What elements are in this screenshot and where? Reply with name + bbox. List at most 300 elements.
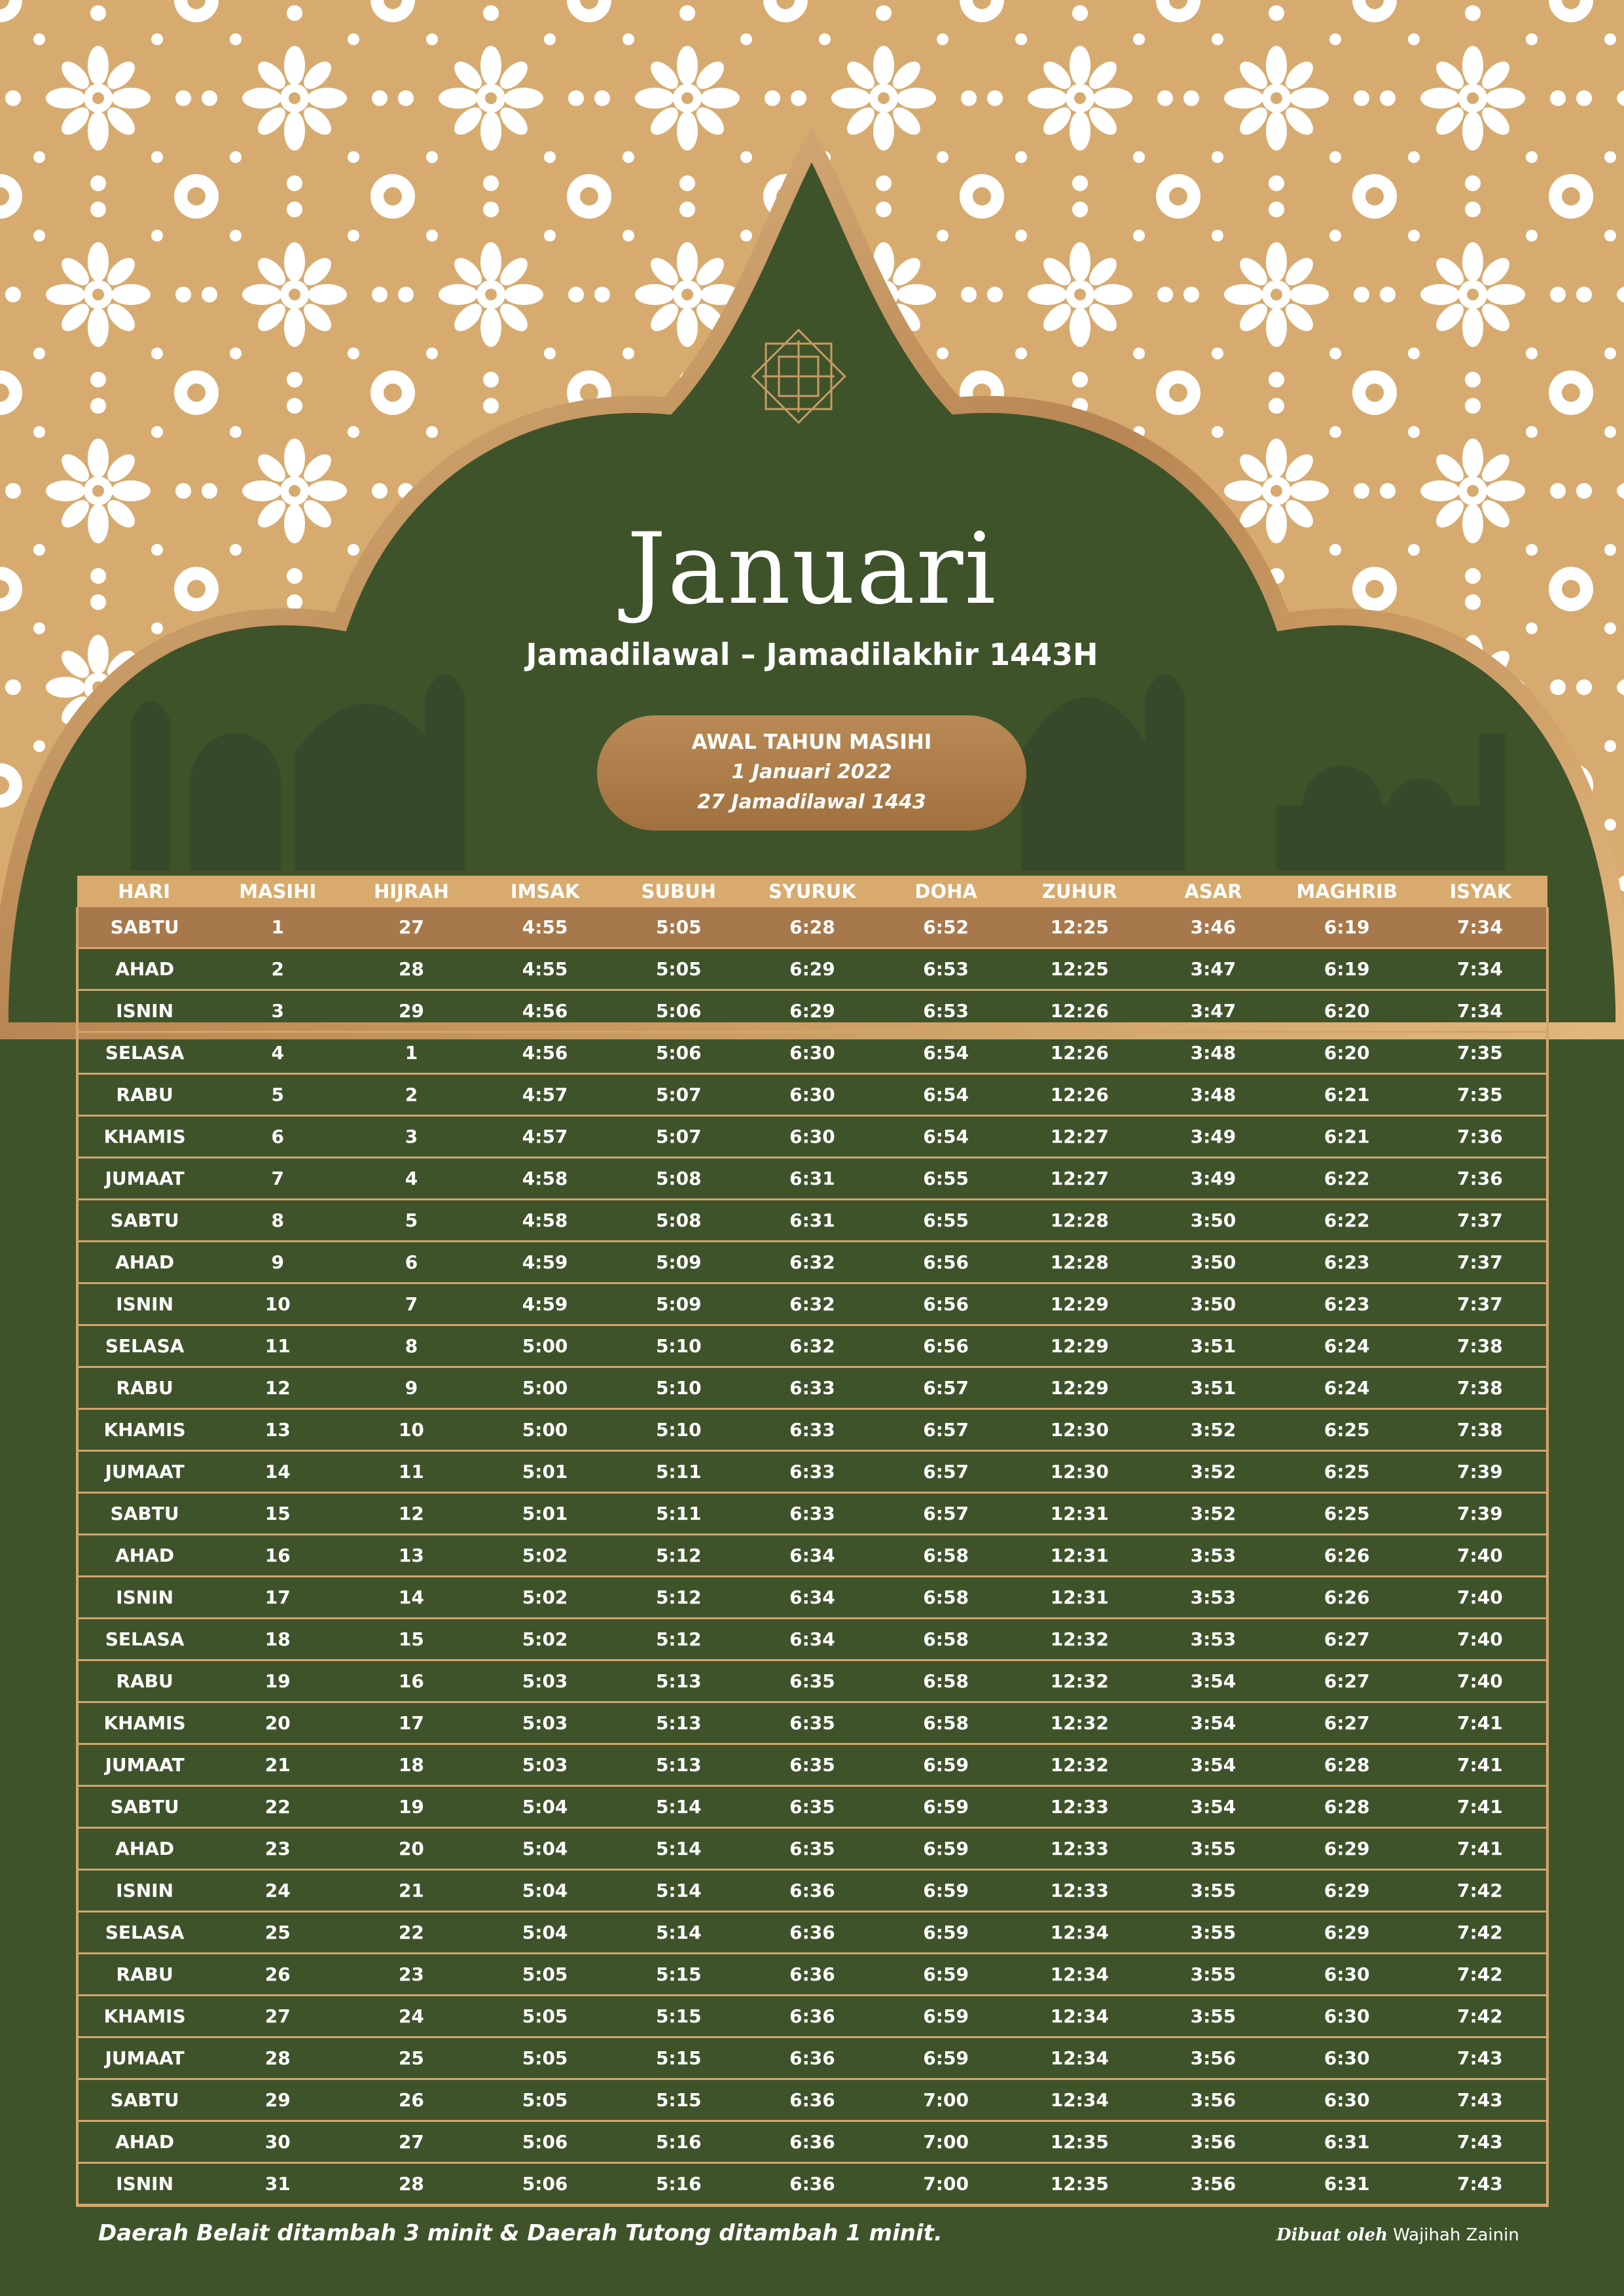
cell-imsak: 5:00 bbox=[478, 1367, 612, 1409]
cell-imsak: 5:04 bbox=[478, 1870, 612, 1912]
cell-subuh: 5:10 bbox=[612, 1409, 746, 1451]
table-row bbox=[77, 2121, 1547, 2163]
cell-hari: ISNIN bbox=[77, 1870, 211, 1912]
cell-isyak: 7:42 bbox=[1414, 1954, 1547, 1996]
cell-syuruk: 6:28 bbox=[746, 907, 879, 948]
cell-doha: 6:59 bbox=[879, 1912, 1013, 1954]
cell-asar: 3:52 bbox=[1146, 1451, 1280, 1493]
cell-imsak: 5:04 bbox=[478, 1912, 612, 1954]
cell-maghrib: 6:27 bbox=[1280, 1619, 1414, 1660]
cell-masihi: 6 bbox=[211, 1116, 344, 1158]
credit-prefix: Dibuat oleh bbox=[1276, 2225, 1388, 2245]
cell-masihi: 12 bbox=[211, 1367, 344, 1409]
cell-zuhur: 12:27 bbox=[1013, 1116, 1146, 1158]
cell-imsak: 5:06 bbox=[478, 2121, 612, 2163]
cell-hari: KHAMIS bbox=[77, 1702, 211, 1744]
cell-zuhur: 12:33 bbox=[1013, 1828, 1146, 1870]
cell-doha: 7:00 bbox=[879, 2079, 1013, 2121]
cell-hari: AHAD bbox=[77, 2121, 211, 2163]
cell-doha: 6:54 bbox=[879, 1032, 1013, 1074]
cell-asar: 3:52 bbox=[1146, 1493, 1280, 1535]
cell-syuruk: 6:29 bbox=[746, 948, 879, 990]
cell-doha: 6:59 bbox=[879, 1786, 1013, 1828]
table-row bbox=[77, 1367, 1547, 1409]
cell-zuhur: 12:27 bbox=[1013, 1158, 1146, 1200]
cell-asar: 3:48 bbox=[1146, 1032, 1280, 1074]
cell-syuruk: 6:30 bbox=[746, 1032, 879, 1074]
cell-hari: RABU bbox=[77, 1074, 211, 1116]
cell-imsak: 5:02 bbox=[478, 1619, 612, 1660]
cell-subuh: 5:07 bbox=[612, 1116, 746, 1158]
table-row bbox=[77, 1493, 1547, 1535]
cell-hari: RABU bbox=[77, 1367, 211, 1409]
table-row bbox=[77, 1032, 1547, 1074]
cell-subuh: 5:13 bbox=[612, 1744, 746, 1786]
cell-hijrah: 6 bbox=[344, 1242, 478, 1283]
cell-doha: 6:57 bbox=[879, 1451, 1013, 1493]
credit-name: Wajihah Zainin bbox=[1393, 2225, 1519, 2245]
cell-masihi: 13 bbox=[211, 1409, 344, 1451]
cell-hari: AHAD bbox=[77, 1535, 211, 1577]
cell-hijrah: 26 bbox=[344, 2079, 478, 2121]
table-row bbox=[77, 1744, 1547, 1786]
cell-doha: 6:58 bbox=[879, 1535, 1013, 1577]
cell-imsak: 5:03 bbox=[478, 1744, 612, 1786]
table-row bbox=[77, 1996, 1547, 2037]
cell-syuruk: 6:36 bbox=[746, 1870, 879, 1912]
cell-doha: 6:54 bbox=[879, 1116, 1013, 1158]
cell-zuhur: 12:34 bbox=[1013, 1954, 1146, 1996]
column-header-isyak: ISYAK bbox=[1414, 876, 1547, 907]
cell-zuhur: 12:34 bbox=[1013, 1912, 1146, 1954]
cell-subuh: 5:12 bbox=[612, 1619, 746, 1660]
hijri-month-range: Jamadilawal – Jamadilakhir 1443H bbox=[526, 637, 1098, 672]
cell-syuruk: 6:31 bbox=[746, 1200, 879, 1242]
cell-syuruk: 6:36 bbox=[746, 2079, 879, 2121]
cell-isyak: 7:42 bbox=[1414, 1912, 1547, 1954]
cell-maghrib: 6:30 bbox=[1280, 1954, 1414, 1996]
cell-maghrib: 6:26 bbox=[1280, 1577, 1414, 1619]
cell-asar: 3:47 bbox=[1146, 990, 1280, 1032]
cell-hari: KHAMIS bbox=[77, 1409, 211, 1451]
cell-isyak: 7:43 bbox=[1414, 2121, 1547, 2163]
cell-imsak: 4:56 bbox=[478, 1032, 612, 1074]
cell-maghrib: 6:23 bbox=[1280, 1283, 1414, 1325]
cell-masihi: 23 bbox=[211, 1828, 344, 1870]
cell-hijrah: 23 bbox=[344, 1954, 478, 1996]
cell-maghrib: 6:19 bbox=[1280, 948, 1414, 990]
cell-doha: 6:56 bbox=[879, 1242, 1013, 1283]
cell-hijrah: 3 bbox=[344, 1116, 478, 1158]
cell-maghrib: 6:25 bbox=[1280, 1451, 1414, 1493]
cell-isyak: 7:39 bbox=[1414, 1493, 1547, 1535]
cell-syuruk: 6:32 bbox=[746, 1283, 879, 1325]
cell-hari: SELASA bbox=[77, 1619, 211, 1660]
cell-syuruk: 6:36 bbox=[746, 1996, 879, 2037]
cell-imsak: 5:02 bbox=[478, 1535, 612, 1577]
cell-isyak: 7:38 bbox=[1414, 1409, 1547, 1451]
cell-zuhur: 12:30 bbox=[1013, 1409, 1146, 1451]
cell-isyak: 7:42 bbox=[1414, 1870, 1547, 1912]
table-row bbox=[77, 1074, 1547, 1116]
cell-hijrah: 10 bbox=[344, 1409, 478, 1451]
cell-zuhur: 12:34 bbox=[1013, 1996, 1146, 2037]
cell-syuruk: 6:35 bbox=[746, 1660, 879, 1702]
cell-asar: 3:56 bbox=[1146, 2037, 1280, 2079]
cell-zuhur: 12:35 bbox=[1013, 2121, 1146, 2163]
cell-syuruk: 6:33 bbox=[746, 1409, 879, 1451]
table-row bbox=[77, 1409, 1547, 1451]
cell-syuruk: 6:36 bbox=[746, 1954, 879, 1996]
cell-syuruk: 6:33 bbox=[746, 1493, 879, 1535]
cell-masihi: 19 bbox=[211, 1660, 344, 1702]
cell-maghrib: 6:28 bbox=[1280, 1744, 1414, 1786]
cell-masihi: 5 bbox=[211, 1074, 344, 1116]
cell-subuh: 5:14 bbox=[612, 1786, 746, 1828]
geometric-star-emblem-icon bbox=[752, 330, 844, 422]
cell-subuh: 5:08 bbox=[612, 1158, 746, 1200]
cell-imsak: 5:00 bbox=[478, 1325, 612, 1367]
cell-hari: JUMAAT bbox=[77, 1451, 211, 1493]
cell-subuh: 5:11 bbox=[612, 1493, 746, 1535]
column-header-zuhur: ZUHUR bbox=[1013, 876, 1146, 907]
cell-zuhur: 12:32 bbox=[1013, 1619, 1146, 1660]
cell-hari: JUMAAT bbox=[77, 2037, 211, 2079]
cell-doha: 6:59 bbox=[879, 1996, 1013, 2037]
cell-imsak: 5:05 bbox=[478, 2037, 612, 2079]
cell-asar: 3:55 bbox=[1146, 1870, 1280, 1912]
cell-zuhur: 12:29 bbox=[1013, 1325, 1146, 1367]
cell-doha: 6:55 bbox=[879, 1158, 1013, 1200]
cell-isyak: 7:40 bbox=[1414, 1535, 1547, 1577]
cell-imsak: 5:05 bbox=[478, 1954, 612, 1996]
table-row bbox=[77, 1577, 1547, 1619]
cell-hijrah: 11 bbox=[344, 1451, 478, 1493]
cell-zuhur: 12:33 bbox=[1013, 1786, 1146, 1828]
cell-maghrib: 6:24 bbox=[1280, 1367, 1414, 1409]
cell-hari: AHAD bbox=[77, 1242, 211, 1283]
cell-masihi: 22 bbox=[211, 1786, 344, 1828]
cell-subuh: 5:15 bbox=[612, 1996, 746, 2037]
cell-hijrah: 19 bbox=[344, 1786, 478, 1828]
cell-hijrah: 21 bbox=[344, 1870, 478, 1912]
table-row bbox=[77, 1619, 1547, 1660]
cell-asar: 3:46 bbox=[1146, 907, 1280, 948]
cell-masihi: 15 bbox=[211, 1493, 344, 1535]
cell-doha: 6:53 bbox=[879, 948, 1013, 990]
cell-subuh: 5:12 bbox=[612, 1535, 746, 1577]
cell-subuh: 5:14 bbox=[612, 1870, 746, 1912]
column-header-hijrah: HIJRAH bbox=[344, 876, 478, 907]
cell-isyak: 7:37 bbox=[1414, 1242, 1547, 1283]
table-row bbox=[77, 2037, 1547, 2079]
cell-doha: 6:59 bbox=[879, 1744, 1013, 1786]
cell-hari: ISNIN bbox=[77, 2163, 211, 2206]
cell-imsak: 4:56 bbox=[478, 990, 612, 1032]
cell-doha: 6:54 bbox=[879, 1074, 1013, 1116]
cell-zuhur: 12:35 bbox=[1013, 2163, 1146, 2206]
table-row bbox=[77, 948, 1547, 990]
cell-subuh: 5:15 bbox=[612, 1954, 746, 1996]
table-row bbox=[77, 1870, 1547, 1912]
cell-isyak: 7:37 bbox=[1414, 1200, 1547, 1242]
cell-hijrah: 27 bbox=[344, 2121, 478, 2163]
cell-asar: 3:53 bbox=[1146, 1535, 1280, 1577]
credit bbox=[1276, 2225, 1519, 2245]
cell-maghrib: 6:30 bbox=[1280, 1996, 1414, 2037]
cell-isyak: 7:35 bbox=[1414, 1074, 1547, 1116]
cell-zuhur: 12:32 bbox=[1013, 1660, 1146, 1702]
cell-imsak: 5:03 bbox=[478, 1660, 612, 1702]
cell-subuh: 5:11 bbox=[612, 1451, 746, 1493]
cell-hijrah: 24 bbox=[344, 1996, 478, 2037]
table-row bbox=[77, 990, 1547, 1032]
cell-imsak: 5:06 bbox=[478, 2163, 612, 2206]
cell-hijrah: 4 bbox=[344, 1158, 478, 1200]
cell-doha: 7:00 bbox=[879, 2163, 1013, 2206]
cell-hari: SABTU bbox=[77, 907, 211, 948]
cell-asar: 3:47 bbox=[1146, 948, 1280, 990]
cell-maghrib: 6:28 bbox=[1280, 1786, 1414, 1828]
cell-hijrah: 18 bbox=[344, 1744, 478, 1786]
cell-isyak: 7:41 bbox=[1414, 1744, 1547, 1786]
cell-zuhur: 12:32 bbox=[1013, 1744, 1146, 1786]
cell-maghrib: 6:30 bbox=[1280, 2079, 1414, 2121]
cell-isyak: 7:42 bbox=[1414, 1996, 1547, 2037]
cell-syuruk: 6:35 bbox=[746, 1702, 879, 1744]
cell-hari: SABTU bbox=[77, 1493, 211, 1535]
cell-hijrah: 22 bbox=[344, 1912, 478, 1954]
cell-asar: 3:51 bbox=[1146, 1325, 1280, 1367]
cell-masihi: 28 bbox=[211, 2037, 344, 2079]
cell-syuruk: 6:31 bbox=[746, 1158, 879, 1200]
cell-syuruk: 6:35 bbox=[746, 1786, 879, 1828]
cell-hari: ISNIN bbox=[77, 1577, 211, 1619]
cell-maghrib: 6:29 bbox=[1280, 1912, 1414, 1954]
table-row bbox=[77, 1702, 1547, 1744]
cell-zuhur: 12:25 bbox=[1013, 948, 1146, 990]
cell-maghrib: 6:31 bbox=[1280, 2163, 1414, 2206]
cell-subuh: 5:05 bbox=[612, 907, 746, 948]
cell-asar: 3:56 bbox=[1146, 2163, 1280, 2206]
cell-masihi: 20 bbox=[211, 1702, 344, 1744]
cell-masihi: 3 bbox=[211, 990, 344, 1032]
cell-subuh: 5:05 bbox=[612, 948, 746, 990]
cell-isyak: 7:41 bbox=[1414, 1786, 1547, 1828]
cell-hijrah: 8 bbox=[344, 1325, 478, 1367]
cell-subuh: 5:13 bbox=[612, 1660, 746, 1702]
cell-masihi: 27 bbox=[211, 1996, 344, 2037]
cell-syuruk: 6:34 bbox=[746, 1577, 879, 1619]
table-body bbox=[77, 907, 1547, 2206]
cell-hijrah: 27 bbox=[344, 907, 478, 948]
cell-maghrib: 6:25 bbox=[1280, 1409, 1414, 1451]
cell-maghrib: 6:20 bbox=[1280, 990, 1414, 1032]
cell-syuruk: 6:35 bbox=[746, 1828, 879, 1870]
cell-masihi: 24 bbox=[211, 1870, 344, 1912]
cell-hijrah: 16 bbox=[344, 1660, 478, 1702]
cell-masihi: 4 bbox=[211, 1032, 344, 1074]
cell-subuh: 5:13 bbox=[612, 1702, 746, 1744]
cell-imsak: 5:03 bbox=[478, 1702, 612, 1744]
cell-maghrib: 6:20 bbox=[1280, 1032, 1414, 1074]
cell-subuh: 5:06 bbox=[612, 990, 746, 1032]
cell-masihi: 31 bbox=[211, 2163, 344, 2206]
column-header-asar: ASAR bbox=[1146, 876, 1280, 907]
cell-masihi: 10 bbox=[211, 1283, 344, 1325]
cell-asar: 3:48 bbox=[1146, 1074, 1280, 1116]
cell-asar: 3:49 bbox=[1146, 1116, 1280, 1158]
cell-imsak: 5:01 bbox=[478, 1451, 612, 1493]
cell-maghrib: 6:29 bbox=[1280, 1870, 1414, 1912]
cell-hijrah: 25 bbox=[344, 2037, 478, 2079]
cell-isyak: 7:43 bbox=[1414, 2079, 1547, 2121]
cell-doha: 6:53 bbox=[879, 990, 1013, 1032]
cell-masihi: 2 bbox=[211, 948, 344, 990]
cell-masihi: 25 bbox=[211, 1912, 344, 1954]
table-row bbox=[77, 1912, 1547, 1954]
cell-doha: 6:57 bbox=[879, 1367, 1013, 1409]
cell-maghrib: 6:24 bbox=[1280, 1325, 1414, 1367]
cell-maghrib: 6:22 bbox=[1280, 1200, 1414, 1242]
cell-masihi: 8 bbox=[211, 1200, 344, 1242]
cell-hari: AHAD bbox=[77, 1828, 211, 1870]
cell-hari: RABU bbox=[77, 1660, 211, 1702]
cell-asar: 3:55 bbox=[1146, 1954, 1280, 1996]
cell-asar: 3:50 bbox=[1146, 1200, 1280, 1242]
cell-masihi: 17 bbox=[211, 1577, 344, 1619]
table-row bbox=[77, 1660, 1547, 1702]
table-row bbox=[77, 1828, 1547, 1870]
column-header-doha: DOHA bbox=[879, 876, 1013, 907]
cell-hijrah: 17 bbox=[344, 1702, 478, 1744]
cell-isyak: 7:35 bbox=[1414, 1032, 1547, 1074]
cell-asar: 3:55 bbox=[1146, 1912, 1280, 1954]
cell-hijrah: 12 bbox=[344, 1493, 478, 1535]
cell-hari: SABTU bbox=[77, 1200, 211, 1242]
cell-imsak: 4:55 bbox=[478, 907, 612, 948]
cell-subuh: 5:15 bbox=[612, 2037, 746, 2079]
cell-doha: 6:59 bbox=[879, 2037, 1013, 2079]
cell-imsak: 5:05 bbox=[478, 2079, 612, 2121]
cell-doha: 6:58 bbox=[879, 1702, 1013, 1744]
cell-syuruk: 6:32 bbox=[746, 1325, 879, 1367]
cell-asar: 3:53 bbox=[1146, 1619, 1280, 1660]
cell-isyak: 7:41 bbox=[1414, 1828, 1547, 1870]
cell-syuruk: 6:36 bbox=[746, 2163, 879, 2206]
cell-masihi: 26 bbox=[211, 1954, 344, 1996]
cell-zuhur: 12:26 bbox=[1013, 1074, 1146, 1116]
cell-syuruk: 6:36 bbox=[746, 2037, 879, 2079]
table-row bbox=[77, 1158, 1547, 1200]
cell-maghrib: 6:29 bbox=[1280, 1828, 1414, 1870]
cell-asar: 3:49 bbox=[1146, 1158, 1280, 1200]
cell-asar: 3:50 bbox=[1146, 1283, 1280, 1325]
cell-syuruk: 6:29 bbox=[746, 990, 879, 1032]
cell-subuh: 5:09 bbox=[612, 1283, 746, 1325]
cell-imsak: 5:04 bbox=[478, 1828, 612, 1870]
table-row bbox=[77, 2163, 1547, 2206]
cell-hari: AHAD bbox=[77, 948, 211, 990]
cell-hari: SELASA bbox=[77, 1912, 211, 1954]
cell-subuh: 5:12 bbox=[612, 1577, 746, 1619]
cell-isyak: 7:40 bbox=[1414, 1619, 1547, 1660]
cell-hari: ISNIN bbox=[77, 1283, 211, 1325]
cell-masihi: 14 bbox=[211, 1451, 344, 1493]
cell-subuh: 5:06 bbox=[612, 1032, 746, 1074]
cell-masihi: 16 bbox=[211, 1535, 344, 1577]
cell-subuh: 5:07 bbox=[612, 1074, 746, 1116]
cell-imsak: 4:58 bbox=[478, 1200, 612, 1242]
cell-masihi: 21 bbox=[211, 1744, 344, 1786]
cell-imsak: 4:55 bbox=[478, 948, 612, 990]
cell-imsak: 4:59 bbox=[478, 1283, 612, 1325]
cell-subuh: 5:15 bbox=[612, 2079, 746, 2121]
cell-maghrib: 6:27 bbox=[1280, 1660, 1414, 1702]
column-header-hari: HARI bbox=[77, 876, 211, 907]
cell-isyak: 7:43 bbox=[1414, 2037, 1547, 2079]
cell-zuhur: 12:34 bbox=[1013, 2079, 1146, 2121]
cell-masihi: 9 bbox=[211, 1242, 344, 1283]
cell-hijrah: 29 bbox=[344, 990, 478, 1032]
cell-syuruk: 6:30 bbox=[746, 1116, 879, 1158]
cell-imsak: 5:00 bbox=[478, 1409, 612, 1451]
cell-syuruk: 6:33 bbox=[746, 1451, 879, 1493]
cell-zuhur: 12:26 bbox=[1013, 1032, 1146, 1074]
new-year-notice bbox=[597, 715, 1026, 831]
cell-imsak: 4:57 bbox=[478, 1116, 612, 1158]
cell-isyak: 7:36 bbox=[1414, 1116, 1547, 1158]
cell-syuruk: 6:32 bbox=[746, 1242, 879, 1283]
cell-isyak: 7:34 bbox=[1414, 990, 1547, 1032]
month-title: Januari bbox=[626, 512, 998, 626]
cell-hari: KHAMIS bbox=[77, 1996, 211, 2037]
table-header-row bbox=[77, 876, 1547, 907]
cell-asar: 3:54 bbox=[1146, 1786, 1280, 1828]
cell-syuruk: 6:34 bbox=[746, 1535, 879, 1577]
cell-isyak: 7:38 bbox=[1414, 1367, 1547, 1409]
cell-asar: 3:56 bbox=[1146, 2079, 1280, 2121]
cell-zuhur: 12:31 bbox=[1013, 1493, 1146, 1535]
cell-maghrib: 6:22 bbox=[1280, 1158, 1414, 1200]
cell-hijrah: 28 bbox=[344, 948, 478, 990]
table-row bbox=[77, 2079, 1547, 2121]
cell-hari: JUMAAT bbox=[77, 1744, 211, 1786]
cell-doha: 6:58 bbox=[879, 1660, 1013, 1702]
cell-hari: SABTU bbox=[77, 2079, 211, 2121]
cell-zuhur: 12:28 bbox=[1013, 1200, 1146, 1242]
cell-subuh: 5:08 bbox=[612, 1200, 746, 1242]
cell-doha: 6:57 bbox=[879, 1409, 1013, 1451]
table-row bbox=[77, 1116, 1547, 1158]
cell-imsak: 5:05 bbox=[478, 1996, 612, 2037]
cell-hijrah: 9 bbox=[344, 1367, 478, 1409]
cell-hijrah: 14 bbox=[344, 1577, 478, 1619]
cell-asar: 3:54 bbox=[1146, 1702, 1280, 1744]
cell-doha: 6:58 bbox=[879, 1619, 1013, 1660]
cell-asar: 3:54 bbox=[1146, 1744, 1280, 1786]
cell-masihi: 7 bbox=[211, 1158, 344, 1200]
cell-subuh: 5:16 bbox=[612, 2121, 746, 2163]
table-row bbox=[77, 1200, 1547, 1242]
cell-doha: 6:58 bbox=[879, 1577, 1013, 1619]
cell-doha: 6:59 bbox=[879, 1828, 1013, 1870]
notice-hijri-date: 27 Jamadilawal 1443 bbox=[697, 791, 926, 814]
cell-hari: SABTU bbox=[77, 1786, 211, 1828]
cell-maghrib: 6:21 bbox=[1280, 1074, 1414, 1116]
cell-imsak: 5:01 bbox=[478, 1493, 612, 1535]
cell-asar: 3:54 bbox=[1146, 1660, 1280, 1702]
